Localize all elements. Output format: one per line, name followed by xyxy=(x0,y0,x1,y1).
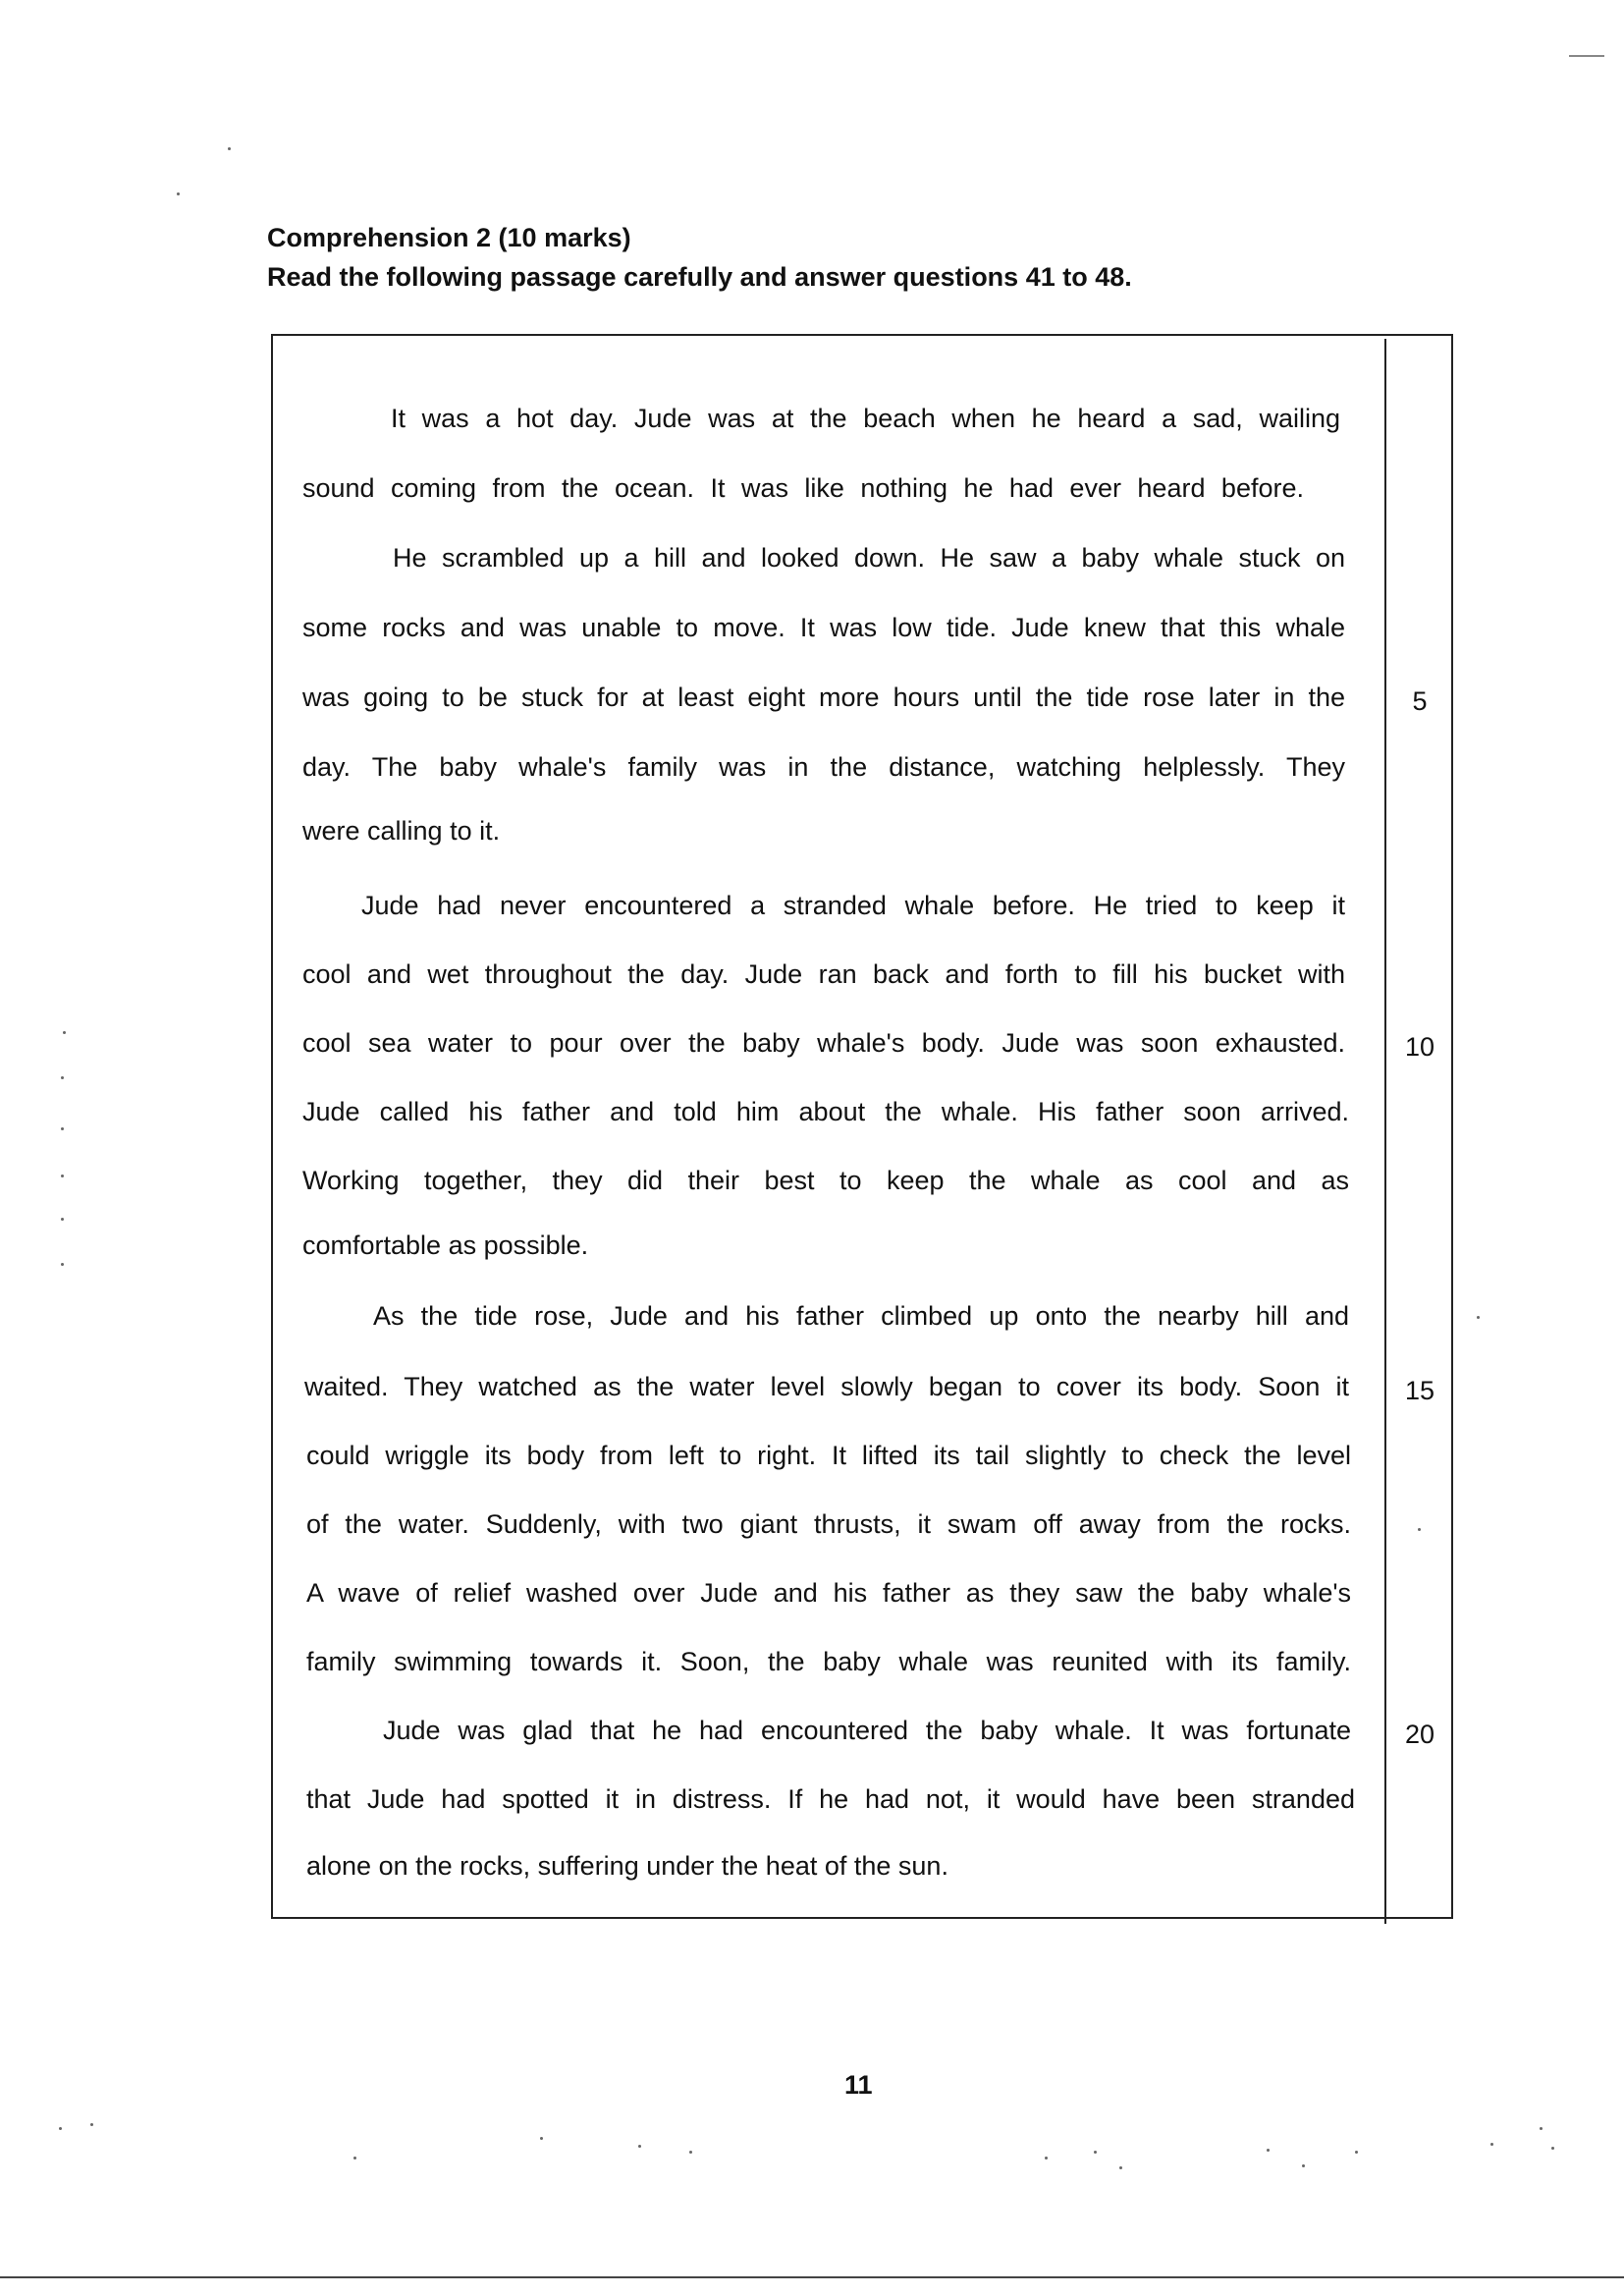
passage-line: sound coming from the ocean. It was like nothing he had ever heard before. xyxy=(302,473,1304,503)
passage-line: He scrambled up a hill and looked down. He saw a baby whale stuck on xyxy=(393,543,1345,573)
scan-speck xyxy=(1267,2149,1270,2152)
passage-line: It was a hot day. Jude was at the beach when he heard a sad, wailing xyxy=(391,404,1340,433)
passage-line: some rocks and was unable to move. It was low tide. Jude knew that this whale xyxy=(302,613,1345,642)
section-instruction: Read the following passage carefully and answer questions 41 to 48. xyxy=(267,262,1132,292)
scan-speck xyxy=(1540,2127,1543,2130)
page-number: 11 xyxy=(844,2070,873,2100)
passage-line: As the tide rose, Jude and his father climbed up onto the nearby hill and xyxy=(373,1301,1349,1331)
scan-speck xyxy=(1418,1528,1421,1531)
passage-line: that Jude had spotted it in distress. If he had not, it would have been stranded xyxy=(306,1784,1355,1814)
scan-speck xyxy=(177,192,180,195)
scan-speck xyxy=(90,2123,93,2126)
passage-line: were calling to it. xyxy=(302,816,501,846)
scan-speck xyxy=(61,1218,64,1221)
scan-speck xyxy=(61,1076,64,1079)
line-number-divider xyxy=(1384,339,1386,1924)
scan-speck xyxy=(540,2137,543,2140)
scan-speck xyxy=(1045,2157,1048,2159)
scan-speck xyxy=(1119,2166,1122,2169)
passage-line: alone on the rocks, suffering under the heat of the sun. xyxy=(306,1851,948,1881)
scan-edge-line xyxy=(0,2276,1624,2278)
scan-speck xyxy=(353,2157,356,2159)
scan-speck xyxy=(228,147,231,150)
scan-speck xyxy=(689,2151,692,2154)
section-header xyxy=(267,218,1132,297)
scan-mark xyxy=(1569,55,1604,57)
passage-line: Jude called his father and told him about the whale. His father soon arrived. xyxy=(302,1097,1349,1126)
scan-speck xyxy=(61,1175,64,1177)
scan-speck xyxy=(1094,2151,1097,2154)
scan-speck xyxy=(1477,1316,1480,1319)
scan-speck xyxy=(1355,2151,1358,2154)
line-number: 20 xyxy=(1404,1720,1435,1749)
section-title: Comprehension 2 (10 marks) xyxy=(267,223,631,252)
passage-line: could wriggle its body from left to right. It lifted its tail slightly to check the level xyxy=(306,1441,1351,1470)
passage-line: of the water. Suddenly, with two giant thrusts, it swam off away from the rocks. xyxy=(306,1509,1351,1539)
scan-speck xyxy=(1490,2143,1493,2146)
line-number: 15 xyxy=(1404,1376,1435,1405)
scan-speck xyxy=(1302,2164,1305,2167)
passage-line: waited. They watched as the water level slowly began to cover its body. Soon it xyxy=(304,1372,1349,1401)
line-number: 5 xyxy=(1412,686,1428,716)
passage-line: Jude was glad that he had encountered the baby whale. It was fortunate xyxy=(383,1716,1351,1745)
passage-line: family swimming towards it. Soon, the baby whale was reunited with its family. xyxy=(306,1647,1351,1676)
scan-speck xyxy=(63,1031,66,1034)
scan-speck xyxy=(61,1127,64,1130)
scan-speck xyxy=(61,1263,64,1266)
scan-speck xyxy=(59,2127,62,2130)
scan-speck xyxy=(1551,2147,1554,2150)
passage-line: comfortable as possible. xyxy=(302,1230,589,1260)
passage-line: was going to be stuck for at least eight more hours until the tide rose later in the xyxy=(302,683,1345,712)
passage-line: Working together, they did their best to keep the whale as cool and as xyxy=(302,1166,1349,1195)
passage-line: Jude had never encountered a stranded whale before. He tried to keep it xyxy=(361,891,1345,920)
passage-line: cool sea water to pour over the baby whale's body. Jude was soon exhausted. xyxy=(302,1028,1345,1058)
passage-line: cool and wet throughout the day. Jude ran back and forth to fill his bucket with xyxy=(302,959,1345,989)
passage-line: A wave of relief washed over Jude and his father as they saw the baby whale's xyxy=(306,1578,1351,1608)
passage-line: day. The baby whale's family was in the distance, watching helplessly. They xyxy=(302,752,1345,782)
line-number: 10 xyxy=(1404,1032,1435,1062)
scan-speck xyxy=(638,2145,641,2148)
